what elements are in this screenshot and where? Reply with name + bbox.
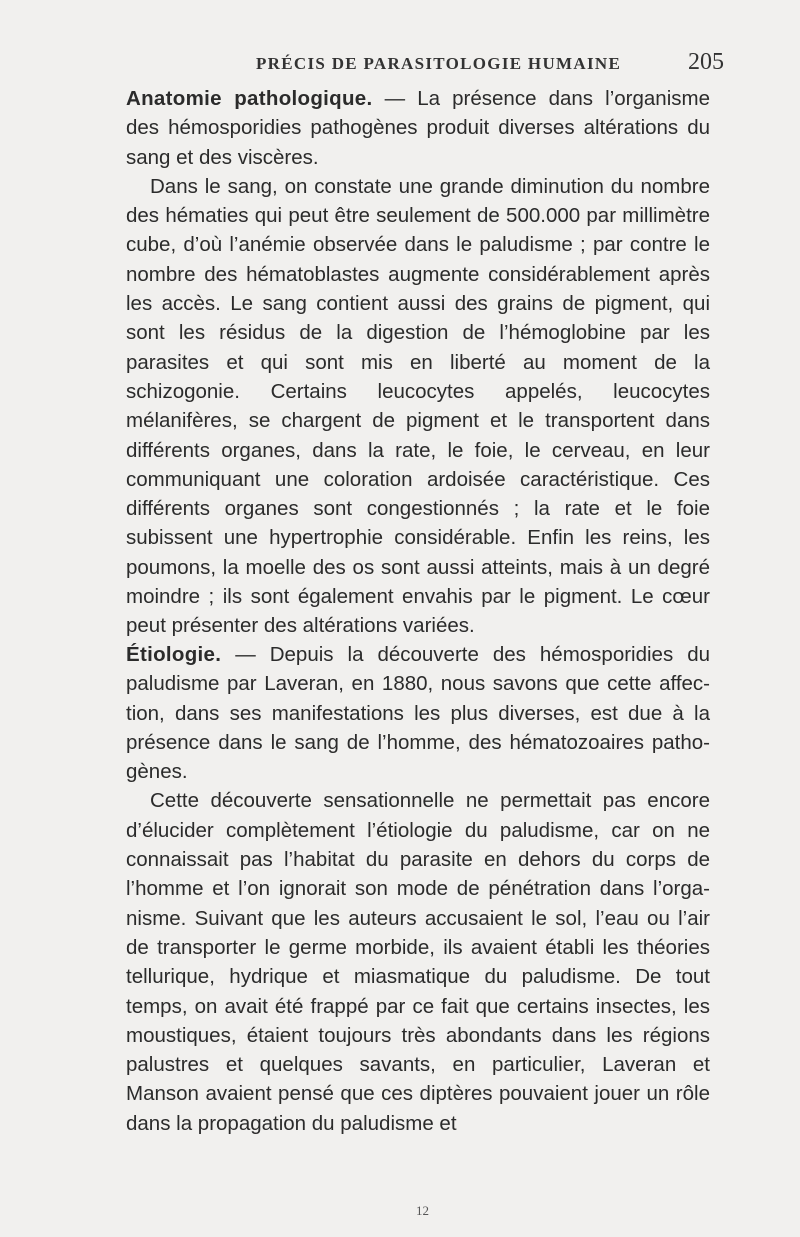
section-anatomie-intro	[126, 84, 710, 172]
section-etiologie	[126, 640, 710, 1138]
running-title: PRÉCIS DE PARASITOLOGIE HUMAINE	[256, 54, 622, 73]
section-heading-etiologie: Étiologie.	[126, 643, 222, 666]
page-number: 205	[688, 49, 724, 75]
section-etiologie-intro	[126, 640, 710, 786]
section-heading-anatomie: Anatomie pathologique.	[126, 87, 373, 110]
paragraph-text: — Depuis la découverte des hémosporidies du paludisme par Laveran, en 1880, nous savons que cette affection, dans ses manifestations les plus diverses, est due à la présence dans le sang de l’homme, des hématozoaires pathogènes.	[126, 643, 710, 784]
paragraph-decouverte: Cette découverte sensationnelle ne permettait pas encore d’élucider complètement l’étiologie du paludisme, car on ne connaissait pas l’habitat du parasite en dehors du corps de l’homme et l’on ignorait son mode de pénétration dans l’organisme. Suivant que les auteurs accusaient le sol, l’eau ou l’air de transporter le germe morbide, ils avaient établi les théories tellurique, hydrique et miasmatique du paludisme. De tout temps, on avait été frappé par ce fait que certains insectes, les moustiques, étaient toujours très abondants dans les régions palustres et quelques savants, en particulier, Laveran et Manson avaient pensé que ces diptères pouvaient jouer un rôle dans la propagation du paludisme et	[126, 789, 710, 1135]
section-anatomie	[126, 84, 710, 641]
paragraph-text: — La présence dans l’organisme des hémosporidies pathogènes produit diverses altérations du sang et des viscères.	[126, 87, 710, 169]
signature-mark: 12	[416, 1203, 429, 1218]
paragraph-sang: Dans le sang, on constate une grande diminution du nombre des hématies qui peut être seulement de 500.000 par millimètre cube, d’où l’anémie observée dans le paludisme ; par contre le nombre des hématoblastes augmente considérablement après les accès. Le sang contient aussi des grains de pigment, qui sont les résidus de la digestion de l’hémoglobine par les parasites et qui sont mis en liberté au moment de la schizogonie. Certains leucocytes appelés, leucocytes mélanifères, se chargent de pigment et le transportent dans différents organes, dans la rate, le foie, le cerveau, en leur communiquant une coloration ardoisée caractéristique. Ces différents organes sont congestionnés ; la rate et le foie subissent une hypertrophie considérable. Enfin les reins, les poumons, la moelle des os sont aussi atteints, mais à un degré moindre ; ils sont également envahis par le pigment. Le cœur peut présenter des altérations variées.	[126, 174, 710, 638]
